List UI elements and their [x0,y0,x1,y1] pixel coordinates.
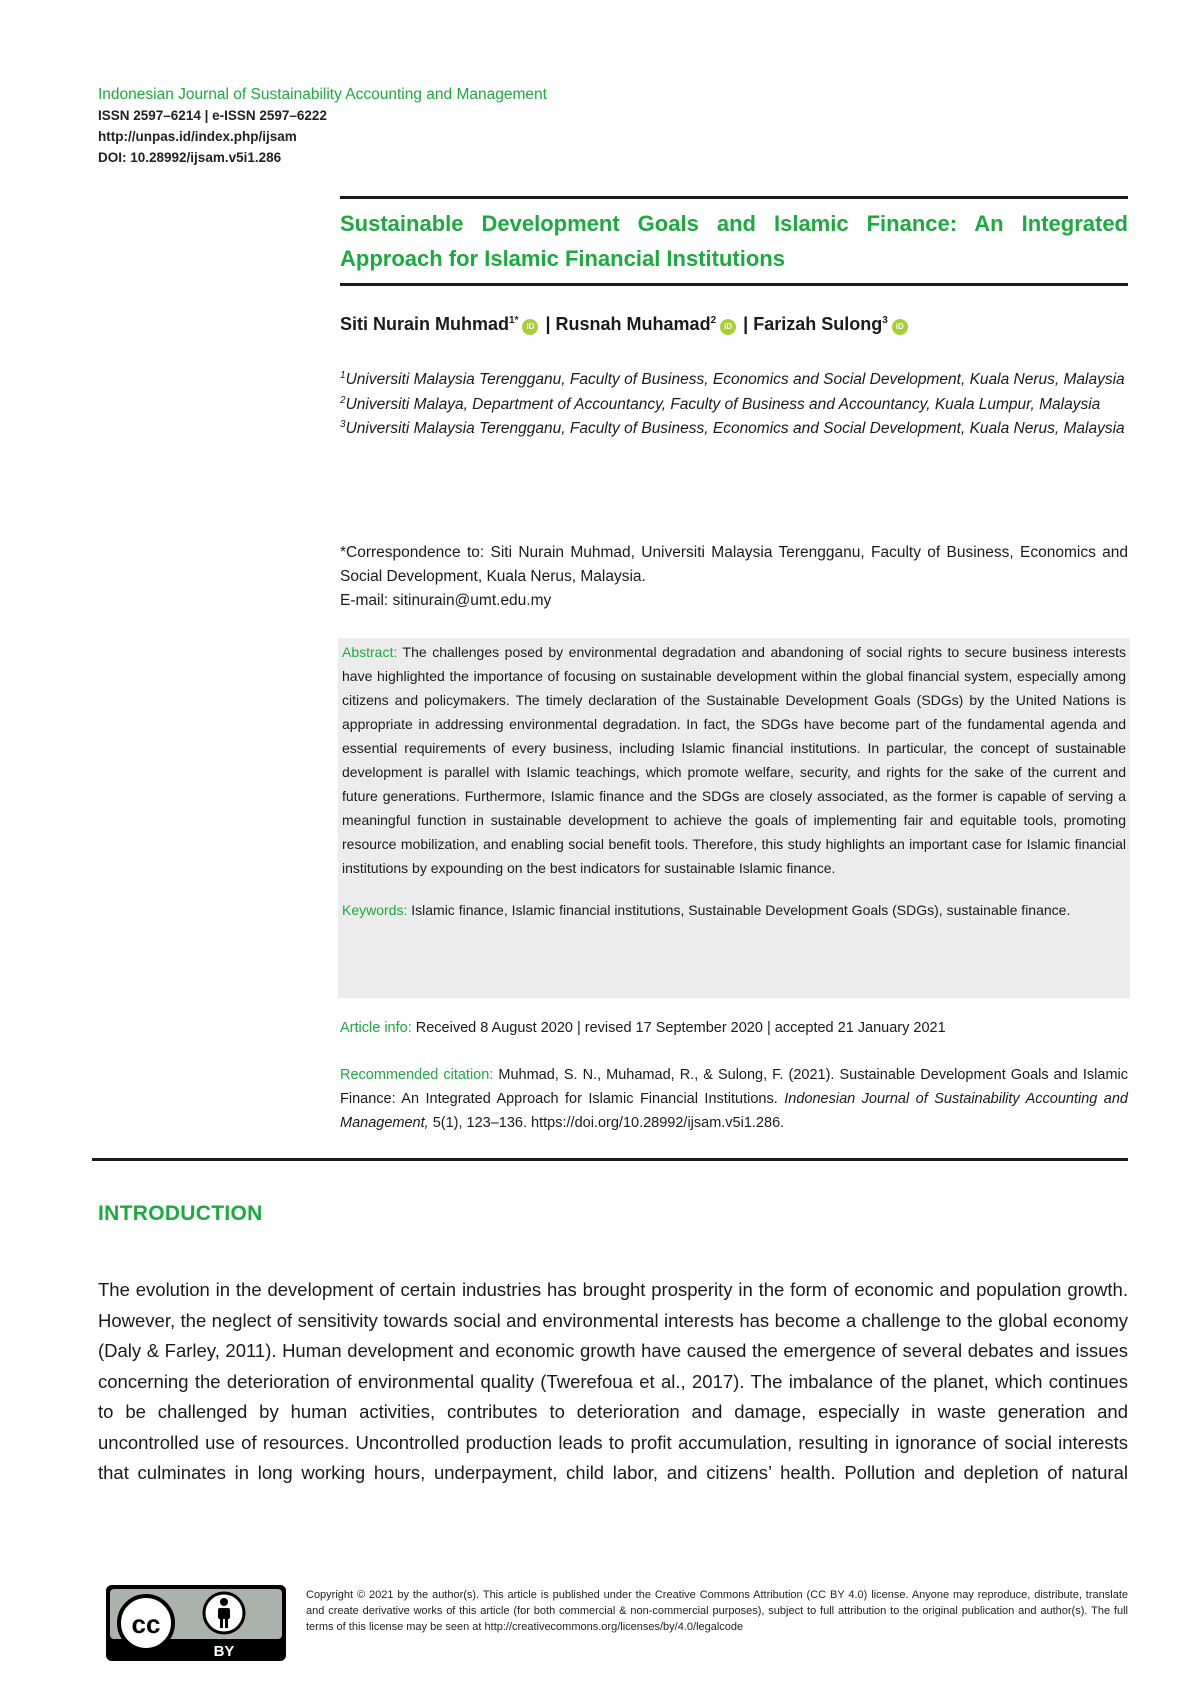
author-name: Farizah Sulong [753,314,883,334]
affiliation-superscript: 3 [340,418,346,430]
orcid-icon[interactable]: iD [892,319,908,335]
title-top-rule [340,196,1128,199]
article-info-text: Received 8 August 2020 | revised 17 September 2020 | accepted 21 January 2021 [415,1020,946,1036]
author-superscript: 2 [710,315,717,326]
abstract-text: The challenges posed by environmental degradation and abandoning of social rights to secure business interests have highlighted the importance of focusing on sustainable development within the global financial system, especially among citizens and policymakers. The timely declaration of the Sustainable Development Goals (SDGs) by the United Nations is appropriate in addressing environmental degradation. In fact, the SDGs have become part of the fundamental agenda and essential requirements of every business, including Islamic financial institutions. In particular, the concept of sustainable development is parallel with Islamic teachings, which promote welfare, security, and rights for the sake of the current and future generations. Furthermore, Islamic finance and the SDGs are closely associated, as the former is capable of serving a meaningful function in sustainable development to achieve the goals of implementing fair and equitable tools, promoting resource mobilization, and enabling social benefit tools. Therefore, this study highlights an important case for Islamic financial institutions by expounding on the best indicators for sustainable Islamic finance. [342,644,1126,876]
journal-header [98,84,547,168]
abstract-box [338,638,1130,998]
correspondence-text: *Correspondence to: Siti Nurain Muhmad, Universiti Malaysia Terengganu, Faculty of Business, Economics and Social Development, Kuala Nerus, Malaysia. [340,544,1128,585]
author-list [340,314,910,335]
affiliation [340,368,1128,393]
journal-doi: DOI: 10.28992/ijsam.v5i1.286 [98,150,282,165]
copyright-notice: Copyright © 2021 by the author(s). This article is published under the Creative Commons Attribution (CC BY 4.0) license. Anyone may reproduce, distribute, translate and create derivative works of this article (for both commercial & non-commercial purposes), subject to full attribution to the original publication and author(s). The full terms of this license may be seen at http://creativecommons.org/licenses/by/4.0/legalcode [306,1589,1128,1633]
cc-by-icon [106,1585,286,1661]
affiliation [340,417,1128,442]
orcid-icon[interactable]: iD [522,319,538,335]
article-title: Sustainable Development Goals and Islamic Finance: An Integrated Approach for Islamic Financial Institutions [340,211,1128,271]
citation-label: Recommended citation: [340,1067,494,1083]
header-end-rule [92,1158,1128,1161]
abstract-label: Abstract: [342,644,398,660]
recommended-citation [340,1063,1128,1135]
affiliations [340,368,1128,442]
abstract [342,640,1126,880]
affiliation-superscript: 1 [340,369,346,381]
section-heading: INTRODUCTION [98,1202,263,1225]
author-name: Siti Nurain Muhmad [340,314,510,334]
title-bottom-rule [340,283,1128,286]
author-name: Rusnah Muhamad [555,314,711,334]
affiliation-superscript: 2 [340,394,346,406]
correspondence-email[interactable]: E-mail: sitinurain@umt.edu.my [340,592,552,609]
author-superscript: 3 [882,315,888,326]
journal-url[interactable]: http://unpas.id/index.php/ijsam [98,129,297,144]
author-separator: | [545,314,551,334]
affiliation-text: Universiti Malaysia Terengganu, Faculty of Business, Economics and Social Development, Kuala Nerus, Malaysia [345,420,1125,437]
keywords-text: Islamic finance, Islamic financial institutions, Sustainable Development Goals (SDGs), sustainable finance. [411,902,1071,918]
author-separator: | [743,314,749,334]
orcid-icon[interactable]: iD [720,319,736,335]
affiliation [340,393,1128,418]
citation-end[interactable]: 5(1), 123–136. https://doi.org/10.28992/ijsam.v5i1.286. [432,1115,785,1131]
journal-issn: ISSN 2597–6214 | e-ISSN 2597–6222 [98,108,327,123]
by-text: BY [213,1643,235,1660]
author-superscript: 1* [509,315,519,326]
citation-journal: Indonesian Journal of Sustainability Accounting and Management, [340,1091,1128,1131]
cc-text: cc [131,1609,161,1639]
affiliation-text: Universiti Malaya, Department of Accountancy, Faculty of Business and Accountancy, Kuala Lumpur, Malaysia [345,395,1101,413]
keywords [342,898,1126,922]
cc-by-license-badge[interactable] [106,1585,286,1661]
citation-main: Muhmad, S. N., Muhamad, R., & Sulong, F. (2021). Sustainable Development Goals and Islamic Finance: An Integrated Approach for Islamic Financial Institutions. [340,1067,1129,1107]
article-info-label: Article info: [340,1020,412,1036]
article-info [340,1020,946,1036]
introduction-text: The evolution in the development of certain industries has brought prosperity in the form of economic and population growth. However, the neglect of sensitivity towards social and environmental interests has become a challenge to the global economy (Daly & Farley, 2011). Human development and economic growth have caused the emergence of several debates and issues concerning the deterioration of environmental quality (Twerefoua et al., 2017). The imbalance of the planet, which continues to be challenged by human activities, contributes to deterioration and damage, especially in waste generation and uncontrolled use of resources. Uncontrolled production leads to profit accumulation, resulting in ignorance of social interests that culminates in long working hours, underpayment, child labor, and citizens’ health. Pollution and depletion of natural [98,1279,1128,1483]
keywords-label: Keywords: [342,902,408,918]
journal-name: Indonesian Journal of Sustainability Accounting and Management [98,86,547,103]
affiliation-text: Universiti Malaysia Terengganu, Faculty of Business, Economics and Social Development, Kuala Nerus, Malaysia [345,371,1125,388]
correspondence [340,541,1128,613]
